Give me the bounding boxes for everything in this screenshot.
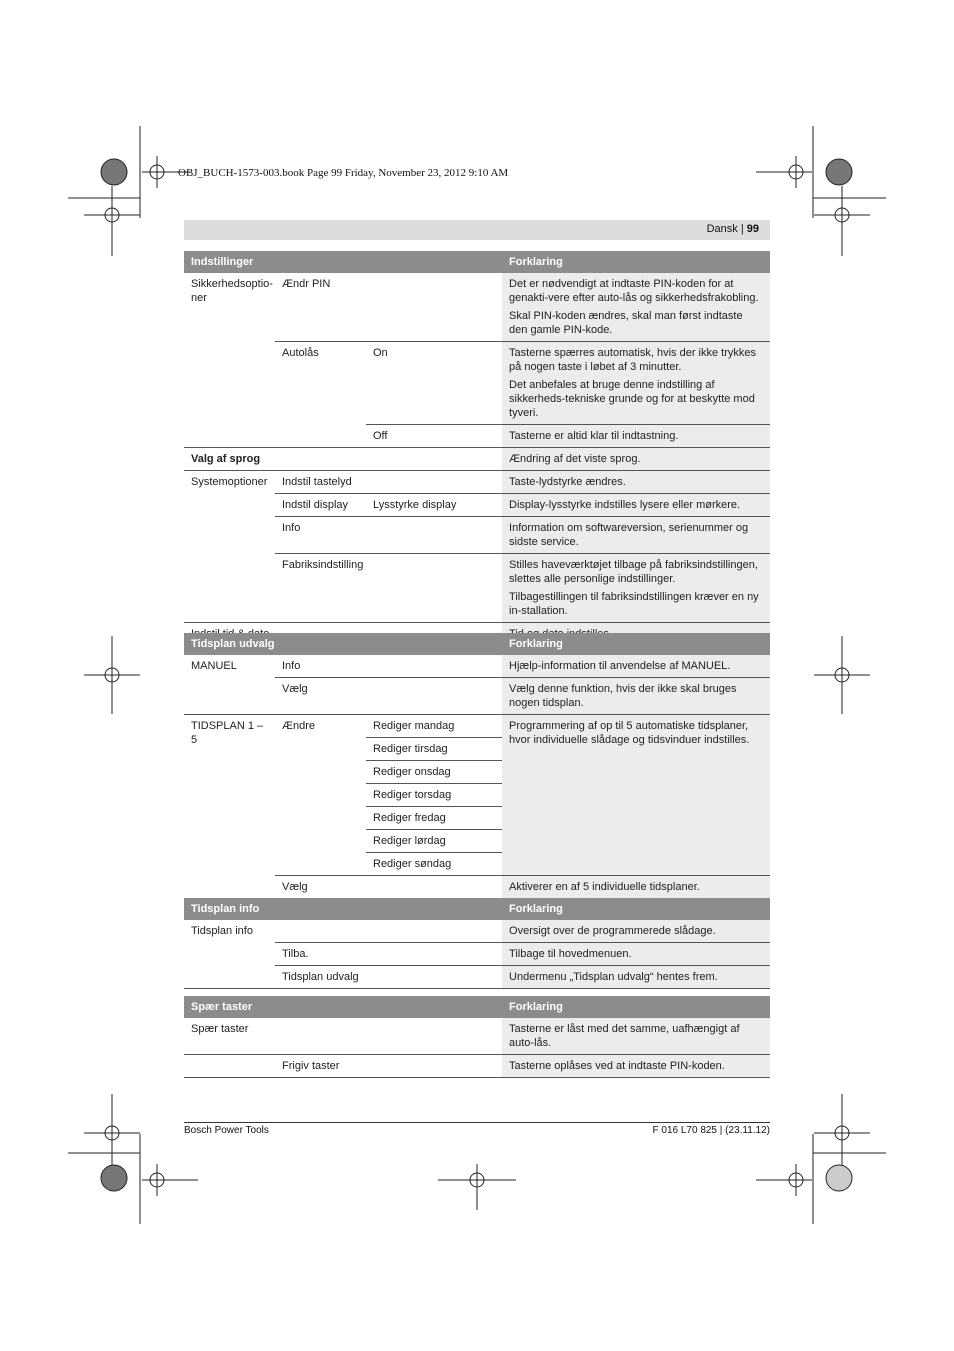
- cell-systemoptioner: Systemoptioner: [184, 471, 275, 623]
- cell-rediger-torsdag: Rediger torsdag: [366, 784, 502, 807]
- cell-tilba: Tilba.: [275, 943, 502, 966]
- explanation-cell: Hjælp-information til anvendelse af MANUEL.: [502, 655, 770, 678]
- explanation-cell: Oversigt over de programmerede slådage.: [502, 920, 770, 943]
- page-number: 99: [746, 223, 759, 235]
- cell-frigiv-taster: Frigiv taster: [275, 1055, 502, 1078]
- cell-on: On: [366, 342, 502, 425]
- cell-tidsplan-udvalg: Tidsplan udvalg: [275, 966, 502, 989]
- table-row: [184, 273, 770, 342]
- cell-indstil-tastelyd: Indstil tastelyd: [275, 471, 502, 494]
- explanation-cell: Tasterne er altid klar til indtastning.: [502, 425, 770, 448]
- cell-rediger-onsdag: Rediger onsdag: [366, 761, 502, 784]
- explanation-text: Tilbagestillingen til fabriksindstillingen kræver en ny in-stallation.: [509, 591, 759, 617]
- footer-doc-number: F 016 L70 825 | (23.11.12): [652, 1125, 770, 1136]
- explanation-cell: Undermenu „Tidsplan udvalg“ hentes frem.: [502, 966, 770, 989]
- header-forklaring: Forklaring: [502, 633, 770, 655]
- explanation-cell: [502, 342, 770, 425]
- header-separator: |: [740, 223, 744, 235]
- cell-vaelg: Vælg: [275, 876, 502, 899]
- key-lock-table: [184, 996, 770, 1078]
- header-indstillinger: Indstillinger: [184, 251, 502, 273]
- cell-manuel: MANUEL: [184, 655, 275, 715]
- page-header: [184, 220, 770, 240]
- header-spaer-taster: Spær taster: [184, 996, 502, 1018]
- explanation-cell: Taste-lydstyrke ændres.: [502, 471, 770, 494]
- explanation-cell: Tasterne er låst med det samme, uafhængigt af auto-lås.: [502, 1018, 770, 1055]
- table-row: [184, 1055, 770, 1078]
- cell-rediger-loerdag: Rediger lørdag: [366, 830, 502, 853]
- table-row: [184, 655, 770, 678]
- cell-aendr-pin: Ændr PIN: [275, 273, 502, 342]
- cell-spaer-taster: Spær taster: [184, 1018, 502, 1055]
- schedule-selection-table: [184, 633, 770, 899]
- cell-rediger-mandag: Rediger mandag: [366, 715, 502, 738]
- header-tidsplan-udvalg: Tidsplan udvalg: [184, 633, 502, 655]
- header-forklaring: Forklaring: [502, 898, 770, 920]
- table-header-row: [184, 633, 770, 655]
- explanation-cell: Ændring af det viste sprog.: [502, 448, 770, 471]
- cell-autolaas: Autolås: [275, 342, 366, 448]
- cell-vaelg: Vælg: [275, 678, 502, 715]
- explanation-cell: Information om softwareversion, serienummer og sidste service.: [502, 517, 770, 554]
- explanation-cell: Programmering af op til 5 automatiske tidsplaner, hvor individuelle slådage og tidsvinduer indstilles.: [502, 715, 770, 876]
- cell-fabriksindstilling: Fabriksindstilling: [275, 554, 502, 623]
- explanation-cell: [502, 554, 770, 623]
- header-forklaring: Forklaring: [502, 996, 770, 1018]
- explanation-cell: Vælg denne funktion, hvis der ikke skal bruges nogen tidsplan.: [502, 678, 770, 715]
- table-header-row: [184, 251, 770, 273]
- label-valg-af-sprog: Valg af sprog: [191, 453, 261, 465]
- table-row: [184, 920, 770, 943]
- table-row: [184, 471, 770, 494]
- cell-info: Info: [275, 517, 502, 554]
- cell-tidsplan-1-5: TIDSPLAN 1 – 5: [184, 715, 275, 899]
- cell-lysstyrke-display: Lysstyrke display: [366, 494, 502, 517]
- header-language: [707, 223, 759, 235]
- cell-indstil-display: Indstil display: [275, 494, 366, 517]
- explanation-cell: Aktiverer en af 5 individuelle tidsplaner.: [502, 876, 770, 899]
- cell-empty: [184, 1055, 275, 1078]
- explanation-text: Tasterne spærres automatisk, hvis der ikke trykkes på nogen taste i løbet af 3 minutter.: [509, 347, 757, 373]
- explanation-text: Det anbefales at bruge denne indstilling af sikkerheds-tekniske grunde og for at beskytte mod tyveri.: [509, 379, 755, 419]
- table-header-row: [184, 996, 770, 1018]
- cell-aendre: Ændre: [282, 720, 316, 732]
- settings-table: [184, 251, 770, 646]
- cell-sikkerhedsoptioner: Sikkerhedsoptio- ner: [184, 273, 275, 448]
- language-label: Dansk: [706, 223, 738, 235]
- footer-divider: [184, 1122, 770, 1123]
- table-header-row: [184, 898, 770, 920]
- table-row: [184, 448, 770, 471]
- print-info: OBJ_BUCH-1573-003.book Page 99 Friday, November 23, 2012 9:10 AM: [178, 167, 509, 179]
- cell-empty: [275, 920, 502, 943]
- cell-info: Info: [275, 655, 502, 678]
- cell-rediger-soendag: Rediger søndag: [366, 853, 502, 876]
- cell-off: Off: [366, 425, 502, 448]
- explanation-cell: Tasterne oplåses ved at indtaste PIN-koden.: [502, 1055, 770, 1078]
- header-tidsplan-info: Tidsplan info: [184, 898, 502, 920]
- explanation-text: Det er nødvendigt at indtaste PIN-koden for at genakti-vere efter auto-lås og sikkerhedsfrakobling.: [509, 278, 759, 304]
- explanation-text: Stilles haveværktøjet tilbage på fabriksindstillingen, slettes alle personlige indstillinger.: [509, 559, 758, 585]
- cell-rediger-tirsdag: Rediger tirsdag: [366, 738, 502, 761]
- explanation-cell: Display-lysstyrke indstilles lysere eller mørkere.: [502, 494, 770, 517]
- table-row: [184, 715, 770, 738]
- schedule-info-table: [184, 898, 770, 989]
- table-row: [184, 1018, 770, 1055]
- explanation-cell: [502, 273, 770, 342]
- explanation-cell: Tilbage til hovedmenuen.: [502, 943, 770, 966]
- explanation-text: Skal PIN-koden ændres, skal man først indtaste den gamle PIN-kode.: [509, 310, 743, 336]
- cell-valg-af-sprog: [184, 448, 502, 471]
- cell-rediger-fredag: Rediger fredag: [366, 807, 502, 830]
- header-forklaring: Forklaring: [502, 251, 770, 273]
- footer-brand: Bosch Power Tools: [184, 1125, 269, 1136]
- cell-tidsplan-info: Tidsplan info: [184, 920, 275, 989]
